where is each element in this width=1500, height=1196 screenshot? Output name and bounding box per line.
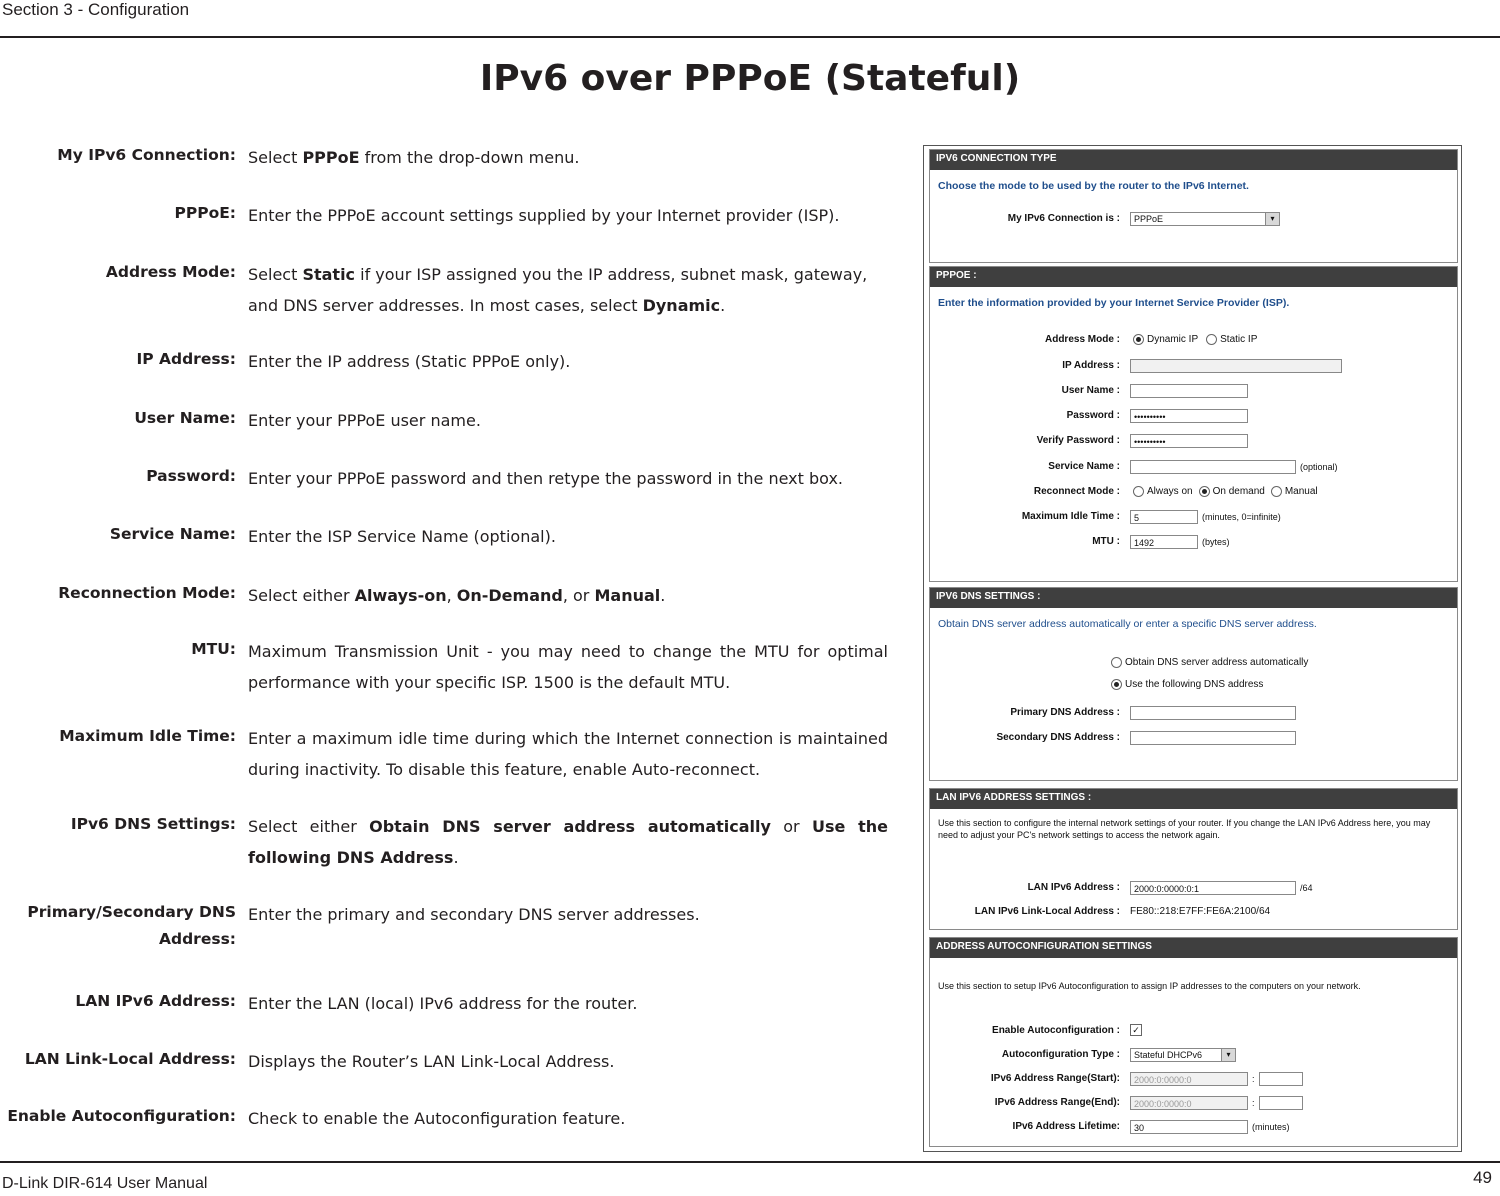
lan-link-local-field xyxy=(930,905,1457,919)
field-label: Maximum Idle Time: xyxy=(59,727,236,745)
field-label: LAN Link-Local Address: xyxy=(24,1050,236,1068)
address-mode-label: Address Mode : xyxy=(1044,334,1120,345)
section-subtitle: Enter the information provided by your Internet Service Provider (ISP). xyxy=(938,297,1290,309)
service-name-label: Service Name : xyxy=(1048,461,1120,472)
connection-field xyxy=(930,212,1457,226)
section-subtitle: Choose the mode to be used by the router to the IPv6 Internet. xyxy=(938,180,1249,192)
lan-ipv6-address-label: LAN IPv6 Address : xyxy=(1027,882,1120,893)
user-name-label: User Name : xyxy=(1061,385,1120,396)
description-text: or xyxy=(770,817,812,836)
chevron-down-icon: ▾ xyxy=(1221,1049,1235,1061)
ip-address-label: IP Address : xyxy=(1062,360,1120,371)
router-screenshot xyxy=(923,145,1462,1152)
enable-autoconfig-checkbox[interactable]: ✓ xyxy=(1130,1024,1142,1036)
section-heading: PPPOE : xyxy=(930,267,1457,287)
manual-radio[interactable] xyxy=(1271,486,1282,497)
header-rule xyxy=(0,36,1500,38)
lan-ipv6-address-input[interactable]: 2000:0:0000:0:1 xyxy=(1130,881,1296,895)
dns-auto-label: Obtain DNS server address automatically xyxy=(1125,657,1309,668)
field-description: Enter the PPPoE account settings supplied by your Internet provider (ISP). xyxy=(248,206,840,225)
description-text: Select either xyxy=(248,817,370,836)
emphasized-term: On-Demand xyxy=(456,586,563,605)
field-label: LAN IPv6 Address: xyxy=(75,992,236,1010)
emphasized-term: Static xyxy=(302,265,356,284)
autoconfiguration-section xyxy=(929,937,1458,1147)
range-end-prefix: 2000:0:0000:0 xyxy=(1130,1096,1248,1110)
field-label: IP Address: xyxy=(136,350,236,368)
dns-manual-option xyxy=(930,678,1457,692)
service-name-field xyxy=(930,460,1457,474)
field-label: My IPv6 Connection: xyxy=(57,146,236,164)
connection-select[interactable]: PPPoE ▾ xyxy=(1130,212,1280,226)
pppoe-section xyxy=(929,266,1458,582)
autoconfig-type-label: Autoconfiguration Type : xyxy=(1001,1049,1120,1060)
mtu-label: MTU : xyxy=(1092,536,1120,547)
description-text: , xyxy=(446,586,457,605)
field-description: Enter the IP address (Static PPPoE only). xyxy=(248,352,571,371)
field-description: Maximum Transmission Unit - you may need to change the MTU for optimal performance with your specific ISP. 1500 is the default MTU. xyxy=(248,642,888,692)
dns-manual-radio[interactable] xyxy=(1111,679,1122,690)
dns-auto-radio[interactable] xyxy=(1111,657,1122,668)
address-lifetime-input[interactable]: 30 xyxy=(1130,1120,1248,1134)
secondary-dns-input[interactable] xyxy=(1130,731,1296,745)
field-description: Enter your PPPoE password and then retype the password in the next box. xyxy=(248,469,844,488)
prefix-length: /64 xyxy=(1300,883,1313,893)
ip-address-input[interactable] xyxy=(1130,359,1342,373)
max-idle-field xyxy=(930,510,1457,524)
field-label: Enable Autoconfiguration: xyxy=(7,1107,236,1125)
range-end-field: IPv6 Address Range(End): 2000:0:0000:0 : xyxy=(930,1096,1457,1110)
emphasized-term: Always-on xyxy=(354,586,447,605)
description-text: Select either xyxy=(248,586,355,605)
footer-rule xyxy=(0,1161,1500,1163)
field-description: Enter the ISP Service Name (optional). xyxy=(248,527,556,546)
page-number: 49 xyxy=(1473,1168,1492,1187)
emphasized-term: PPPoE xyxy=(302,148,360,167)
field-description xyxy=(248,811,888,873)
dns-manual-label: Use the following DNS address xyxy=(1125,679,1264,690)
field-description xyxy=(248,259,888,321)
field-label: MTU: xyxy=(191,640,236,658)
max-idle-input[interactable]: 5 xyxy=(1130,510,1198,524)
dynamic-label: Dynamic IP xyxy=(1147,334,1199,345)
primary-dns-input[interactable] xyxy=(1130,706,1296,720)
address-lifetime-hint: (minutes) xyxy=(1252,1122,1290,1132)
field-description: Displays the Router’s LAN Link-Local Address. xyxy=(248,1052,615,1071)
description-text: . xyxy=(453,848,459,867)
field-label: Service Name: xyxy=(109,525,236,543)
emphasized-term: Manual xyxy=(594,586,661,605)
section-header: Section 3 - Configuration xyxy=(2,0,190,19)
lan-ipv6-address-field xyxy=(930,881,1457,895)
address-mode-field xyxy=(930,333,1457,347)
field-label: Password: xyxy=(146,467,236,485)
manual-label: Manual xyxy=(1284,486,1318,497)
section-subtitle: Obtain DNS server address automatically or enter a specific DNS server address. xyxy=(938,618,1317,630)
field-label: IPv6 DNS Settings: xyxy=(70,815,236,833)
field-label: Primary/Secondary DNS Address: xyxy=(27,903,236,948)
emphasized-term: Dynamic xyxy=(642,296,721,315)
section-heading: IPV6 DNS SETTINGS : xyxy=(930,588,1457,608)
max-idle-label: Maximum Idle Time : xyxy=(1021,511,1120,522)
dynamic-radio[interactable] xyxy=(1133,334,1144,345)
range-start-field: IPv6 Address Range(Start): 2000:0:0000:0 : xyxy=(930,1072,1457,1086)
always-on-label: Always on xyxy=(1147,486,1193,497)
reconnect-mode-label: Reconnect Mode : xyxy=(1033,486,1120,497)
description-text: Select xyxy=(248,265,303,284)
field-label: Address Mode: xyxy=(105,263,236,281)
primary-dns-label: Primary DNS Address : xyxy=(1010,707,1120,718)
description-text: if your ISP assigned you the IP address, subnet mask, gateway, and DNS server addresses. In most cases, select xyxy=(248,265,868,315)
range-start-prefix: 2000:0:0000:0 xyxy=(1130,1072,1248,1086)
on-demand-label: On demand xyxy=(1212,486,1265,497)
section-note: Use this section to configure the internal network settings of your router. If you change the LAN IPv6 Address here, you may need to adjust your PC's network settings to access the network again. xyxy=(938,818,1431,840)
secondary-dns-label: Secondary DNS Address : xyxy=(996,732,1120,743)
description-text: Select xyxy=(248,148,303,167)
mtu-hint: (bytes) xyxy=(1202,537,1230,547)
user-name-input[interactable] xyxy=(1130,384,1248,398)
service-name-hint: (optional) xyxy=(1300,462,1338,472)
address-lifetime-field xyxy=(930,1120,1457,1134)
ip-address-field xyxy=(930,359,1457,373)
page-title: IPv6 over PPPoE (Stateful) xyxy=(479,58,1021,99)
field-description: Enter your PPPoE user name. xyxy=(248,411,481,430)
ipv6-dns-section xyxy=(929,587,1458,781)
range-start-label: IPv6 Address Range(Start): xyxy=(990,1073,1120,1084)
range-end-label: IPv6 Address Range(End): xyxy=(994,1097,1120,1108)
verify-password-field xyxy=(930,434,1457,448)
address-lifetime-label: IPv6 Address Lifetime: xyxy=(1012,1121,1120,1132)
user-name-field xyxy=(930,384,1457,398)
description-text: . xyxy=(660,586,666,605)
section-heading: IPV6 CONNECTION TYPE xyxy=(930,150,1457,170)
field-description: Enter the primary and secondary DNS server addresses. xyxy=(248,905,700,924)
enable-autoconfig-label: Enable Autoconfiguration : xyxy=(992,1025,1120,1036)
description-text: . xyxy=(720,296,726,315)
manual-name: D-Link DIR-614 User Manual xyxy=(2,1175,208,1192)
section-note: Use this section to setup IPv6 Autoconfiguration to assign IP addresses to the computers on your network. xyxy=(938,981,1361,991)
password-label: Password : xyxy=(1066,410,1120,421)
field-description xyxy=(248,580,888,611)
password-input[interactable]: •••••••••• xyxy=(1130,409,1248,423)
primary-dns-field xyxy=(930,706,1457,720)
field-description xyxy=(248,142,888,173)
autoconfig-type-field xyxy=(930,1048,1457,1062)
lan-link-local-value: FE80::218:E7FF:FE6A:2100/64 xyxy=(1130,906,1271,917)
field-description: Enter the LAN (local) IPv6 address for the router. xyxy=(248,994,638,1013)
emphasized-term: Obtain DNS server address automatically xyxy=(369,817,771,836)
field-description: Enter a maximum idle time during which the Internet connection is maintained during inactivity. To disable this feature, enable Auto-reconnect. xyxy=(248,729,888,779)
section-heading: ADDRESS AUTOCONFIGURATION SETTINGS xyxy=(930,938,1457,958)
secondary-dns-field xyxy=(930,731,1457,745)
field-label: Reconnection Mode: xyxy=(58,584,236,602)
lan-ipv6-section xyxy=(929,788,1458,930)
section-heading: LAN IPV6 ADDRESS SETTINGS : xyxy=(930,789,1457,809)
on-demand-radio[interactable] xyxy=(1199,486,1210,497)
connection-label: My IPv6 Connection is : xyxy=(1007,213,1120,224)
always-on-radio[interactable] xyxy=(1133,486,1144,497)
mtu-field xyxy=(930,535,1457,549)
description-text: , or xyxy=(562,586,595,605)
verify-password-label: Verify Password : xyxy=(1036,435,1120,446)
enable-autoconfig-field xyxy=(930,1024,1457,1038)
password-field xyxy=(930,409,1457,423)
field-label: PPPoE: xyxy=(174,204,236,222)
service-name-input[interactable] xyxy=(1130,460,1296,474)
verify-password-input[interactable]: •••••••••• xyxy=(1130,434,1248,448)
emphasized-term: Use the following DNS Address xyxy=(248,817,889,867)
range-start-input[interactable] xyxy=(1259,1072,1303,1086)
field-description: Check to enable the Autoconfiguration feature. xyxy=(248,1109,626,1128)
static-radio[interactable] xyxy=(1206,334,1217,345)
field-label: User Name: xyxy=(134,409,236,427)
static-label: Static IP xyxy=(1220,334,1258,345)
reconnect-mode-field xyxy=(930,485,1457,499)
range-end-input[interactable] xyxy=(1259,1096,1303,1110)
autoconfig-type-select[interactable]: Stateful DHCPv6 ▾ xyxy=(1130,1048,1236,1062)
description-text: from the drop-down menu. xyxy=(359,148,580,167)
chevron-down-icon: ▾ xyxy=(1265,213,1279,225)
dns-auto-option xyxy=(930,656,1457,670)
max-idle-hint: (minutes, 0=infinite) xyxy=(1202,512,1281,522)
lan-link-local-label: LAN IPv6 Link-Local Address : xyxy=(974,906,1120,917)
ipv6-connection-section xyxy=(929,149,1458,263)
mtu-input[interactable]: 1492 xyxy=(1130,535,1198,549)
